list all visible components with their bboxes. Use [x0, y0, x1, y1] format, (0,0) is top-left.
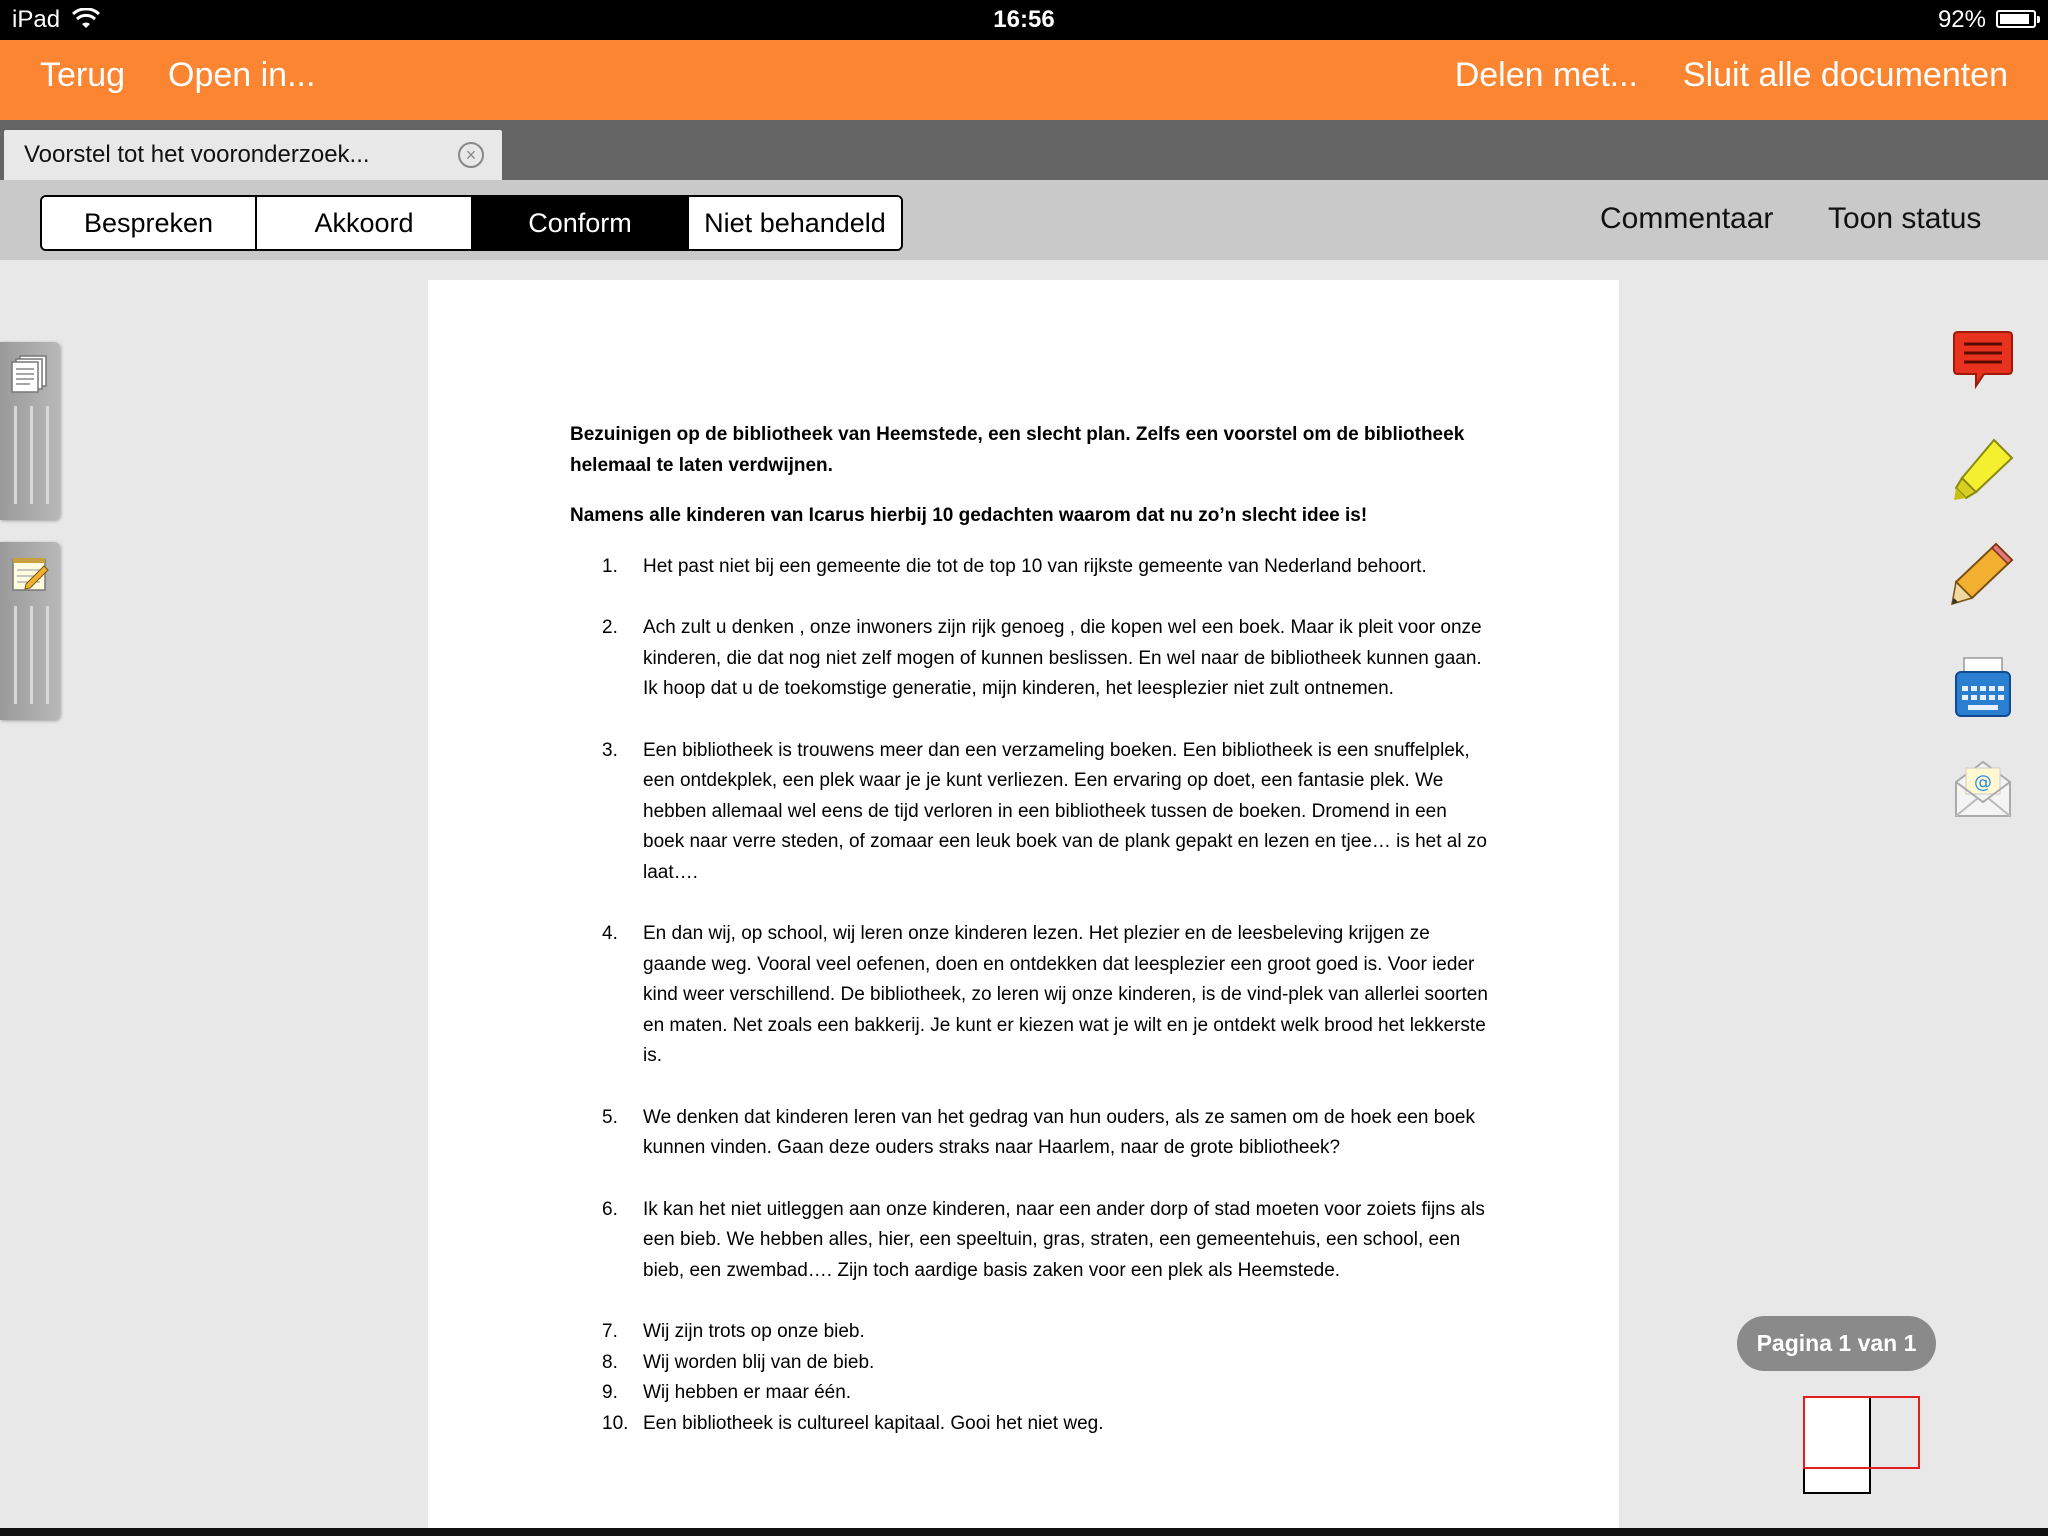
- document-tab[interactable]: [4, 130, 502, 180]
- page-indicator: Pagina 1 van 1: [1737, 1316, 1936, 1371]
- battery-percentage: 92%: [1937, 6, 1986, 33]
- list-item: 7. Wij zijn trots op onze bieb.: [602, 1321, 865, 1342]
- typewriter-icon[interactable]: [1950, 656, 2016, 722]
- segment-conform[interactable]: Conform: [473, 197, 689, 249]
- list-item: 3. Een bibliotheek is trouwens meer dan een verzameling boeken. Een bibliotheek is een snuffelplek, een ontdekplek, een plek waar je je kunt verliezen. Een ervaring op doet, een fantasie plek. We hebben allemaal wel eens de tijd verloren in een bibliotheek tussen de boeken. Dromend in een boek naar verre steden, of zomaar een leuk boek van de plank gepakt en lezen en tjee… is het al zo laat….: [602, 739, 1487, 883]
- document-page[interactable]: [428, 280, 1619, 1536]
- device-name: iPad: [12, 6, 61, 33]
- show-status-button[interactable]: Toon status: [1828, 202, 1982, 235]
- comment-icon[interactable]: [1950, 330, 2016, 396]
- pages-panel-handle[interactable]: [0, 342, 60, 520]
- list-item: 8. Wij worden blij van de bieb.: [602, 1351, 875, 1373]
- share-button[interactable]: Delen met...: [1454, 56, 1638, 94]
- battery-icon: [1996, 10, 2036, 28]
- list-item: 6. Ik kan het niet uitleggen aan onze kinderen, naar een ander dorp of stad moeten voor zoiets fijns als een bieb. We hebben alles, hier, een speeltuin, gras, straten, een gemeentehuis, een school, een bieb, een zwembad…. Zijn toch aardige basis zaken voor een plek als Heemstede.: [602, 1198, 1485, 1281]
- status-bar: [0, 0, 2048, 40]
- notes-panel-handle[interactable]: [0, 542, 60, 720]
- list-item: 2. Ach zult u denken , onze inwoners zijn rijk genoeg , die kopen wel een boek. Maar ik pleit voor onze kinderen, die dat nog niet zelf mogen of kunnen beslissen. En wel naar de bibliotheek kunnen gaan. Ik hoop dat u de toekomstige generatie, mijn kinderen, het leesplezier niet zult ontnemen.: [602, 617, 1482, 699]
- notepad-icon: [10, 554, 50, 594]
- back-button[interactable]: Terug: [40, 56, 126, 94]
- document-tab-strip: [0, 120, 2048, 180]
- document-tab-title: Voorstel tot het vooronderzoek...: [24, 141, 370, 168]
- clock: 16:56: [993, 6, 1055, 33]
- list-item: 9. Wij hebben er maar één.: [602, 1382, 852, 1403]
- list-item: 1. Het past niet bij een gemeente die tot de top 10 van rijkste gemeente van Nederland behoort.: [602, 555, 1427, 577]
- highlighter-icon[interactable]: [1950, 436, 2016, 502]
- pages-icon: [10, 354, 50, 394]
- segment-niet-behandeld[interactable]: Niet behandeld: [689, 197, 901, 249]
- status-toolbar: [0, 180, 2048, 260]
- bottom-edge: [0, 1528, 2048, 1536]
- list-item: 5. We denken dat kinderen leren van het gedrag van hun ouders, als ze samen om de hoek een boek kunnen vinden. Gaan deze ouders straks naar Haarlem, naar de grote bibliotheek?: [602, 1106, 1475, 1158]
- list-item: 10. Een bibliotheek is cultureel kapitaal. Gooi het niet weg.: [602, 1412, 1104, 1434]
- segment-bespreken[interactable]: Bespreken: [42, 197, 257, 249]
- list-item: 4. En dan wij, op school, wij leren onze kinderen lezen. Het plezier en de leesbeleving krijgen ze gaande weg. Vooral veel oefenen, doen en ontdekken dat leesplezier een groot goed is. Voor ieder kind weer verschillend. De bibliotheek, zo leren wij onze kinderen, is de vind-plek van allerlei soorten en maten. Net zoals een bakkerij. Je kunt er kiezen wat je wilt en je ontdekt welk brood het lekkerste is.: [602, 923, 1488, 1066]
- segment-akkoord[interactable]: Akkoord: [257, 197, 473, 249]
- status-segmented-control: [40, 195, 903, 251]
- open-in-button[interactable]: Open in...: [168, 56, 316, 94]
- document-content: [570, 420, 1490, 1439]
- viewport-indicator[interactable]: [1803, 1396, 1920, 1469]
- document-heading: Bezuinigen op de bibliotheek van Heemstede, een slecht plan. Zelfs een voorstel om de bibliotheek helemaal te laten verdwijnen.: [570, 424, 1465, 476]
- svg-text:@: @: [1974, 772, 1992, 793]
- document-list: [570, 552, 1490, 1440]
- email-icon[interactable]: [1950, 756, 2016, 822]
- close-all-documents-button[interactable]: Sluit alle documenten: [1682, 56, 2008, 94]
- pencil-icon[interactable]: [1950, 540, 2016, 606]
- close-tab-icon[interactable]: ×: [458, 142, 484, 168]
- document-subheading: Namens alle kinderen van Icarus hierbij 10 gedachten waarom dat nu zo’n slecht idee is!: [570, 505, 1368, 526]
- comments-button[interactable]: Commentaar: [1600, 202, 1774, 235]
- navigation-bar: [0, 40, 2048, 120]
